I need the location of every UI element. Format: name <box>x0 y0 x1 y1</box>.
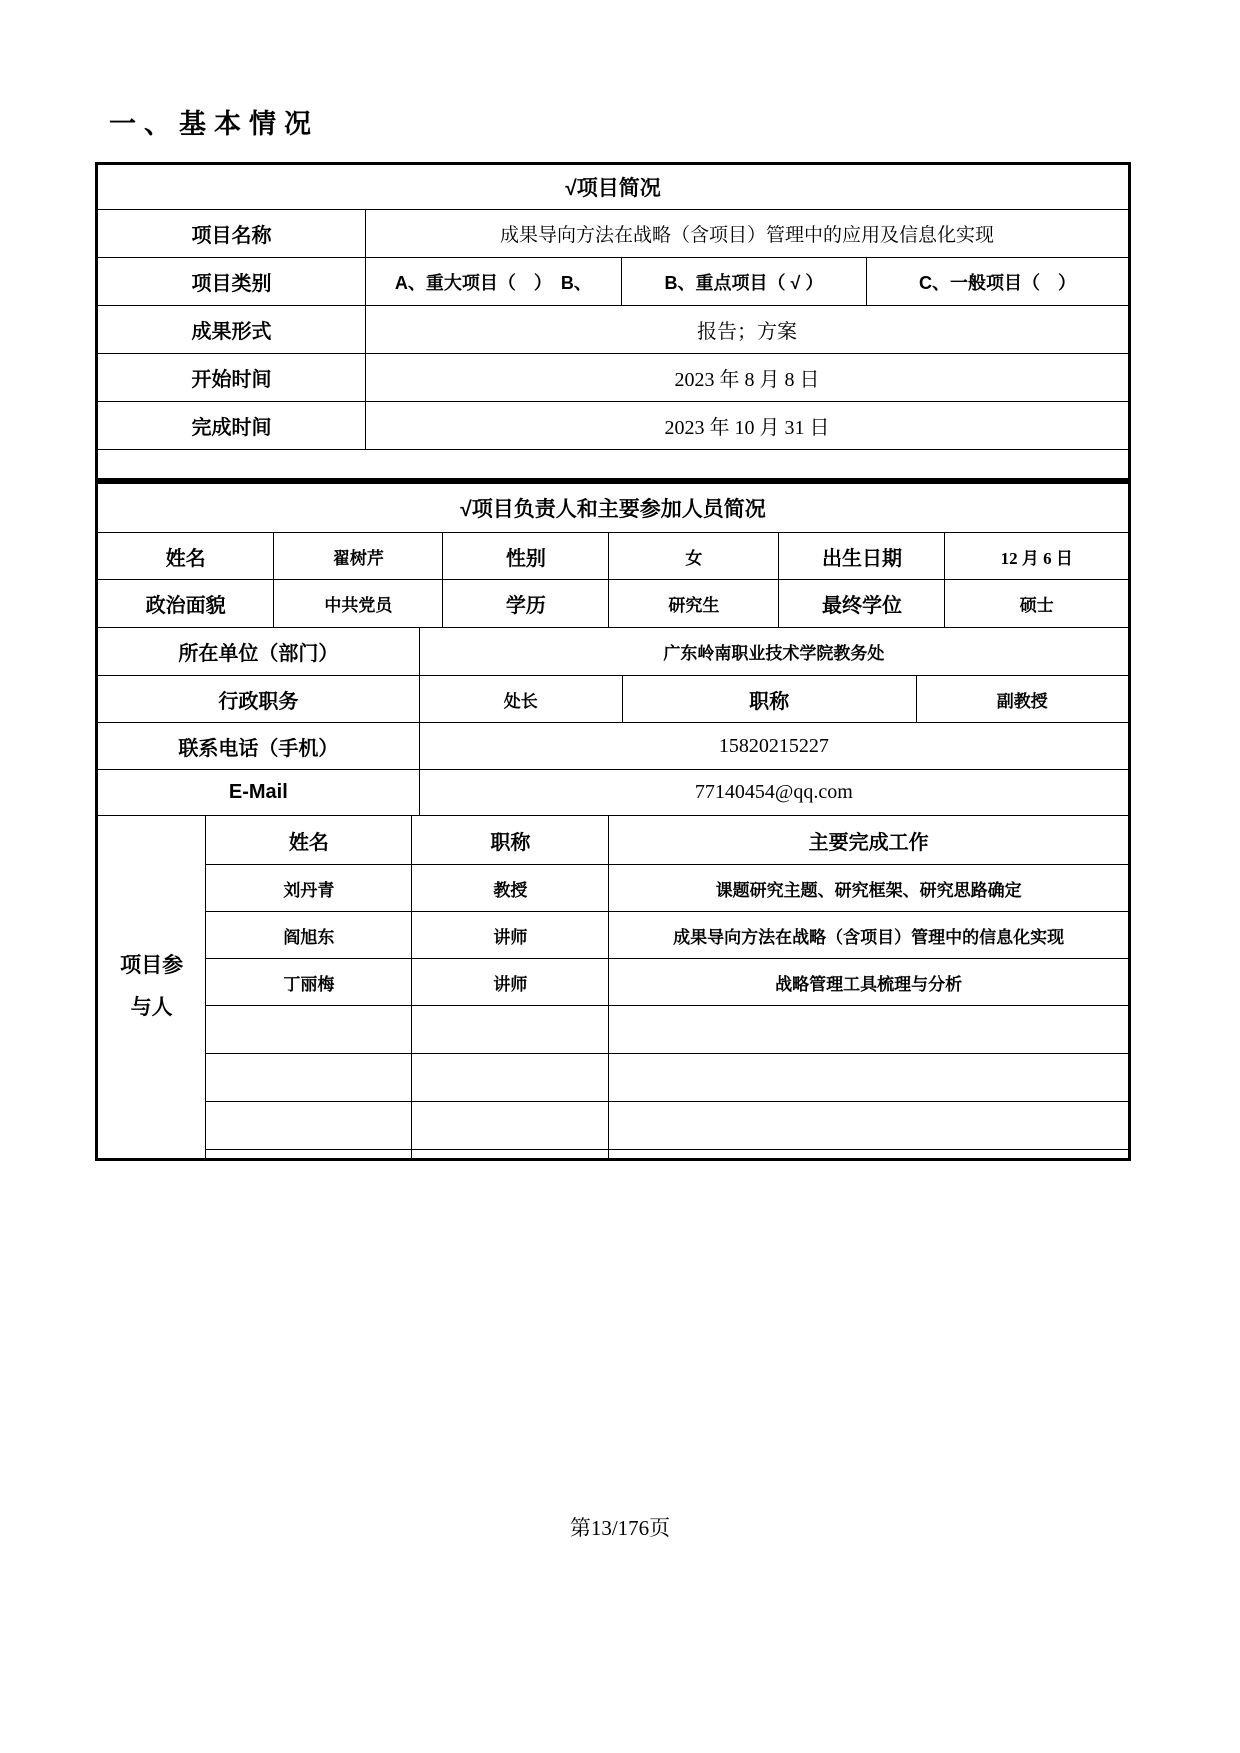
page-title: 一、基本情况 <box>109 109 319 139</box>
leader-phone-label: 联系电话（手机） <box>98 723 420 770</box>
leader-gender-value: 女 <box>609 533 779 580</box>
leader-education-label: 学历 <box>443 580 609 628</box>
result-form-row <box>98 306 1129 354</box>
leader-admin-row <box>98 676 1129 723</box>
leader-politics-label: 政治面貌 <box>98 580 274 628</box>
leader-phone-value: 15820215227 <box>419 723 1128 770</box>
participant-work: 课题研究主题、研究框架、研究思路确定 <box>609 865 1129 912</box>
form-content <box>95 108 1131 1161</box>
participant-empty-row <box>98 1102 1129 1150</box>
start-time-value: 2023 年 8 月 8 日 <box>366 354 1129 402</box>
leader-unit-label: 所在单位（部门） <box>98 628 420 676</box>
overview-header-row <box>98 165 1129 210</box>
leader-degree-label: 最终学位 <box>779 580 945 628</box>
project-name-row <box>98 210 1129 258</box>
participants-col-work: 主要完成工作 <box>609 816 1129 865</box>
page-number: 第13/176页 <box>569 1516 671 1540</box>
participants-col-name: 姓名 <box>206 816 412 865</box>
participant-title: 教授 <box>412 865 609 912</box>
leader-gender-label: 性别 <box>443 533 609 580</box>
participant-work: 战略管理工具梳理与分析 <box>609 959 1129 1006</box>
result-form-label: 成果形式 <box>98 306 366 354</box>
end-time-value: 2023 年 10 月 31 日 <box>366 402 1129 450</box>
personnel-table <box>95 481 1131 1161</box>
leader-email-value: 77140454@qq.com <box>419 770 1128 816</box>
participant-name: 丁丽梅 <box>206 959 412 1006</box>
participant-name: 阎旭东 <box>206 912 412 959</box>
leader-education-value: 研究生 <box>609 580 779 628</box>
overview-empty-cell <box>98 450 1129 479</box>
participant-empty-row <box>98 1006 1129 1054</box>
category-option-a: A、重大项目（ ） B、 <box>366 258 622 306</box>
participant-empty-row <box>98 1054 1129 1102</box>
category-option-c: C、一般项目（ ） <box>867 258 1129 306</box>
leader-unit-row <box>98 628 1129 676</box>
leader-name-value: 翟树芹 <box>274 533 443 580</box>
participants-row-label <box>98 816 206 1159</box>
participant-work: 成果导向方法在战略（含项目）管理中的信息化实现 <box>609 912 1129 959</box>
leader-email-row <box>98 770 1129 816</box>
participants-row-label-line1: 项目参 <box>120 954 184 977</box>
leader-unit-value: 广东岭南职业技术学院教务处 <box>419 628 1128 676</box>
participant-empty-row-short <box>98 1150 1129 1159</box>
participants-row-label-line2: 与人 <box>130 996 173 1019</box>
personnel-section-header: √项目负责人和主要参加人员简况 <box>98 484 1129 533</box>
leader-phone-row <box>98 723 1129 770</box>
leader-politics-value: 中共党员 <box>274 580 443 628</box>
category-option-b: B、重点项目（ √ ） <box>621 258 866 306</box>
leader-name-row <box>98 533 1129 580</box>
end-time-label: 完成时间 <box>98 402 366 450</box>
leader-email-label: E-Mail <box>98 770 420 816</box>
project-name-value: 成果导向方法在战略（含项目）管理中的应用及信息化实现 <box>366 210 1129 258</box>
start-time-row <box>98 354 1129 402</box>
project-overview-table <box>95 162 1131 481</box>
participant-row <box>98 959 1129 1006</box>
participant-row <box>98 865 1129 912</box>
participant-name: 刘丹青 <box>206 865 412 912</box>
project-category-label: 项目类别 <box>98 258 366 306</box>
leader-title-label: 职称 <box>622 676 916 723</box>
participant-title: 讲师 <box>412 912 609 959</box>
result-form-value: 报告；方案 <box>366 306 1129 354</box>
participant-title: 讲师 <box>412 959 609 1006</box>
leader-birth-value: 12 月 6 日 <box>945 533 1129 580</box>
project-name-label: 项目名称 <box>98 210 366 258</box>
start-time-label: 开始时间 <box>98 354 366 402</box>
overview-section-header: √项目简况 <box>98 165 1129 210</box>
leader-admin-value: 处长 <box>419 676 622 723</box>
participants-col-title: 职称 <box>412 816 609 865</box>
leader-admin-label: 行政职务 <box>98 676 420 723</box>
leader-title-value: 副教授 <box>916 676 1128 723</box>
project-category-row <box>98 258 1129 306</box>
leader-birth-label: 出生日期 <box>779 533 945 580</box>
leader-degree-value: 硕士 <box>945 580 1129 628</box>
overview-empty-row <box>98 450 1129 479</box>
participant-row <box>98 912 1129 959</box>
end-time-row <box>98 402 1129 450</box>
leader-name-label: 姓名 <box>98 533 274 580</box>
participants-header-row <box>98 816 1129 865</box>
personnel-header-row <box>98 484 1129 533</box>
leader-politics-row <box>98 580 1129 628</box>
